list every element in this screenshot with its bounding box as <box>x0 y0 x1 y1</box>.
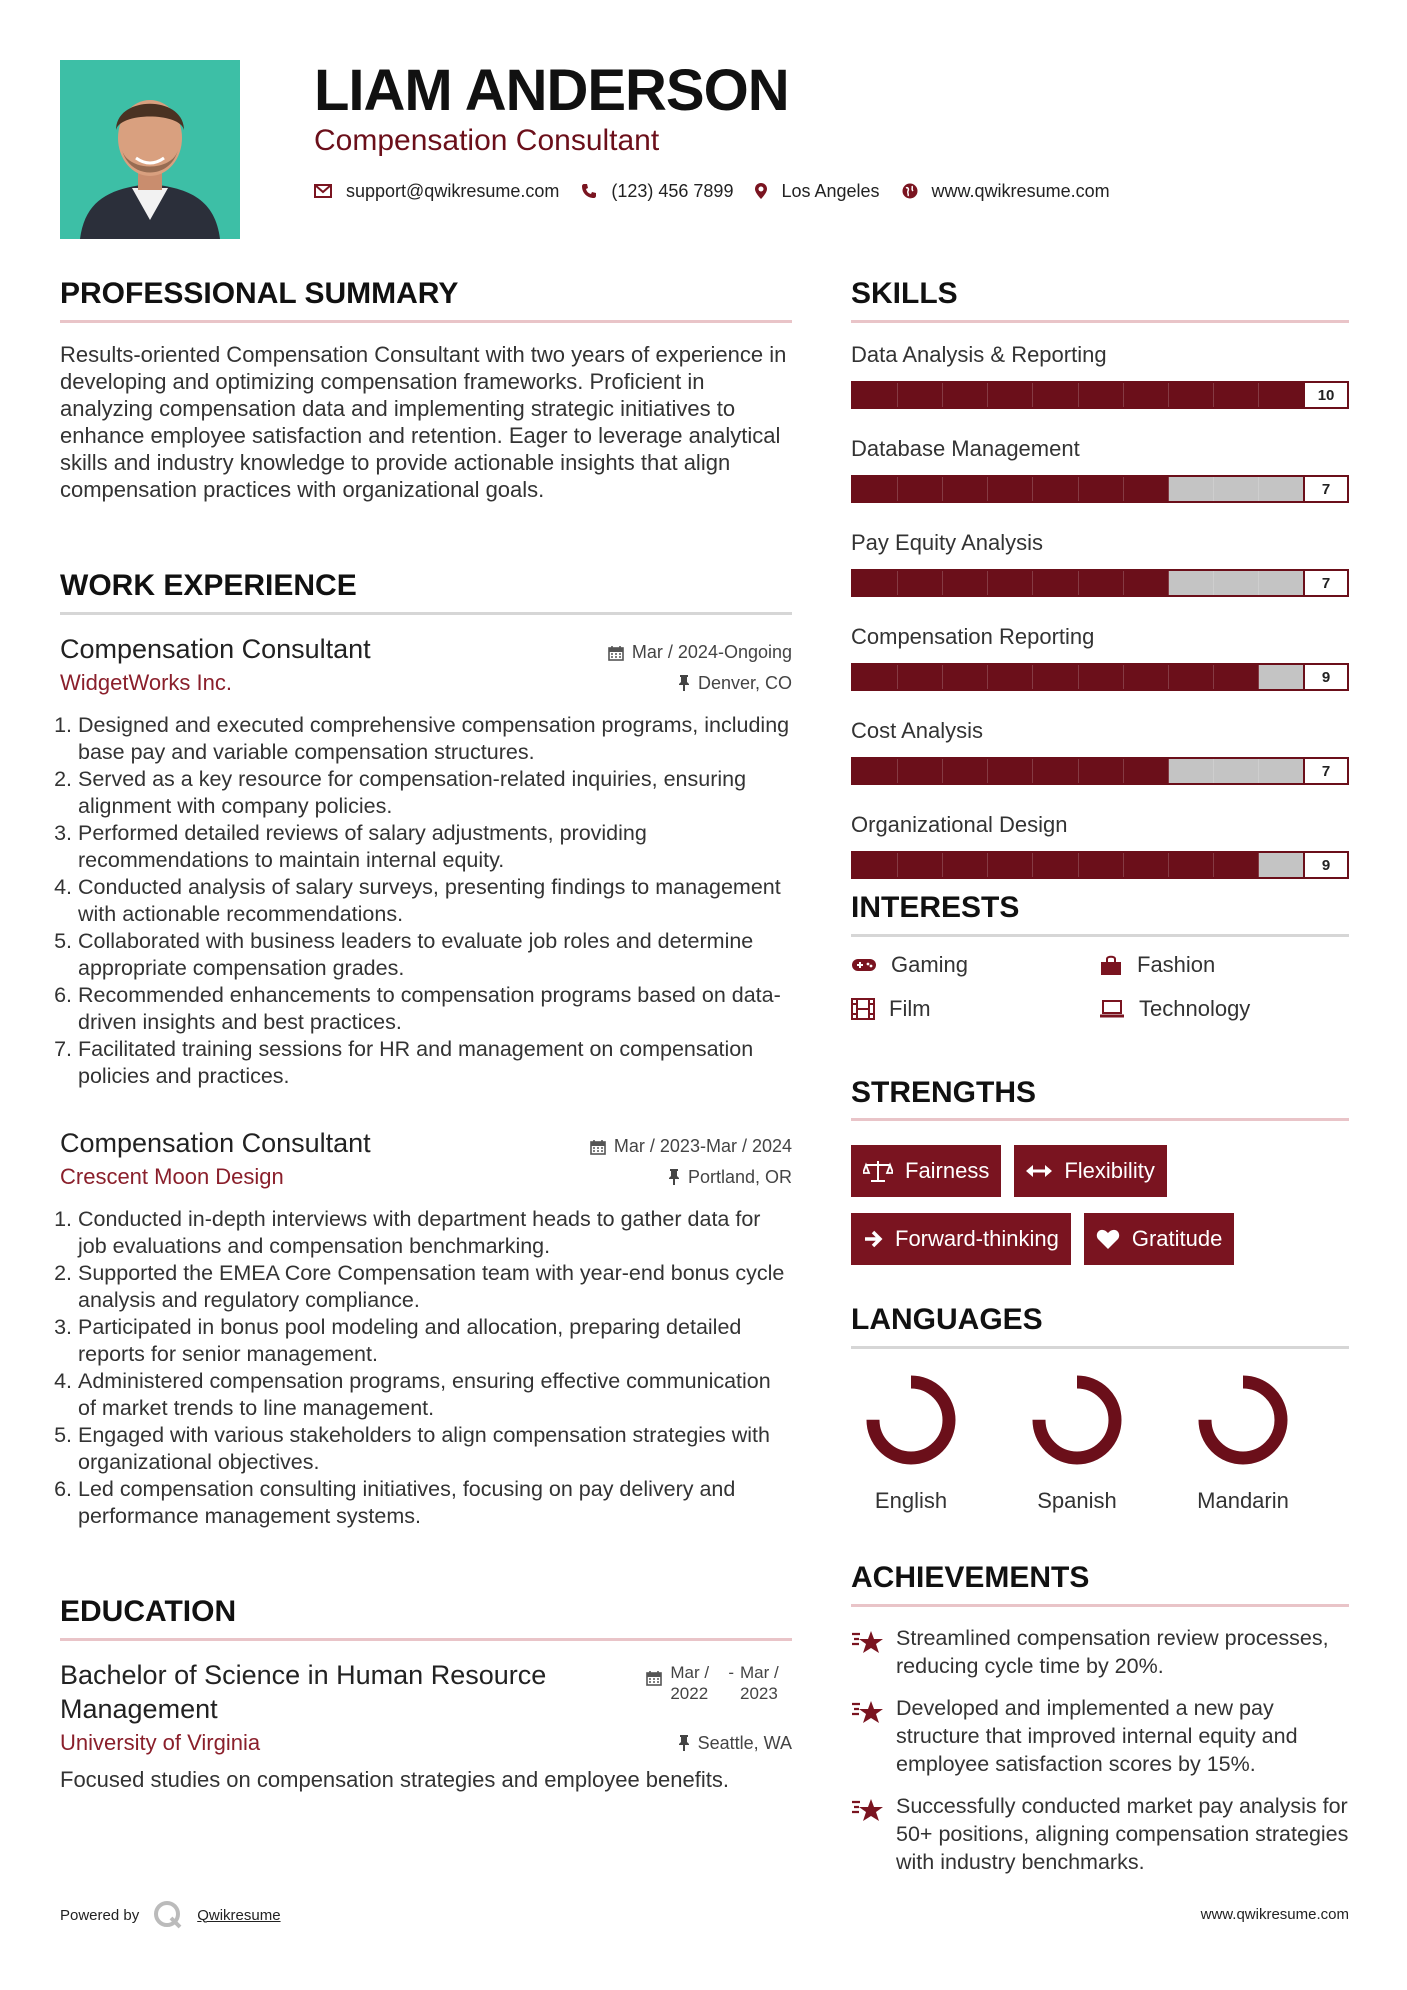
skill-bar-segment <box>1079 665 1124 689</box>
skills-heading: SKILLS <box>851 277 958 310</box>
skill-bar-segment <box>943 665 988 689</box>
job-location-text: Denver, CO <box>697 672 792 693</box>
skill-bar-segment <box>1259 383 1303 407</box>
achievement-text: Developed and implemented a new pay structure that improved internal equity and employee satisfaction scores by 15%. <box>896 1696 1298 1776</box>
skill-item <box>851 529 1349 597</box>
skill-bar-segment <box>1124 383 1169 407</box>
skill-bar-segment <box>1169 759 1214 783</box>
candidate-role: Compensation Consultant <box>314 124 660 157</box>
skill-bar-segment <box>943 853 988 877</box>
skill-bar-segment <box>1033 477 1078 501</box>
skill-bar-segment <box>1124 759 1169 783</box>
language-label: Mandarin <box>1197 1488 1289 1513</box>
language-level-ring <box>1027 1370 1127 1470</box>
skill-level: 7 <box>1303 759 1347 783</box>
interest-label: Technology <box>1139 996 1251 1021</box>
phone-text: (123) 456 7899 <box>611 180 734 201</box>
language-level-arc <box>1039 1382 1115 1458</box>
strength-tag <box>1014 1145 1166 1197</box>
balance-scale-icon <box>863 1160 893 1182</box>
language-label: Spanish <box>1037 1488 1117 1513</box>
skill-bar-segment <box>1033 853 1078 877</box>
strength-label: Forward-thinking <box>895 1226 1059 1251</box>
skill-level: 7 <box>1303 571 1347 595</box>
list-item: 1. Designed and executed comprehensive compensation programs, including base pay and variable compensation structures. <box>78 712 792 766</box>
skill-bar-segment <box>1259 477 1303 501</box>
pushpin-icon <box>678 1735 690 1751</box>
education-date-end: Mar / 2023 <box>740 1663 779 1703</box>
skill-bar-segment <box>1124 665 1169 689</box>
skill-name: Database Management <box>851 436 1080 461</box>
interest-item <box>851 996 1099 1022</box>
job-entry <box>60 1126 792 1530</box>
list-item: 4. Conducted analysis of salary surveys, presenting findings to management with actionable recommendations. <box>78 874 792 928</box>
skill-name: Pay Equity Analysis <box>851 530 1043 555</box>
skill-name: Compensation Reporting <box>851 624 1095 649</box>
skill-bar-segment <box>1033 383 1078 407</box>
skill-bar-segment <box>898 665 943 689</box>
education-divider <box>60 1638 792 1641</box>
calendar-icon <box>646 1670 662 1686</box>
skill-bar-segment <box>943 759 988 783</box>
calendar-icon <box>590 1139 606 1155</box>
skill-bar-segment <box>988 759 1033 783</box>
film-icon <box>851 998 875 1020</box>
skill-bar <box>851 475 1349 503</box>
skill-bar-segment <box>1259 665 1303 689</box>
summary-heading: PROFESSIONAL SUMMARY <box>60 277 459 310</box>
skill-bar-segment <box>898 571 943 595</box>
company-name: Crescent Moon Design <box>60 1164 284 1189</box>
star-icon <box>851 1628 896 1680</box>
skill-level: 10 <box>1303 383 1347 407</box>
skill-bar-segment <box>988 383 1033 407</box>
strength-label: Fairness <box>905 1158 990 1183</box>
degree-title: Bachelor of Science in Human Resource Management <box>60 1660 547 1724</box>
calendar-icon <box>608 645 624 661</box>
interest-label: Film <box>889 996 931 1021</box>
job-dates <box>608 642 792 663</box>
education-date-start: Mar / 2022 <box>670 1663 710 1703</box>
candidate-name: LIAM ANDERSON <box>314 58 789 123</box>
skill-item <box>851 341 1349 409</box>
skill-bar-segment <box>1033 571 1078 595</box>
interests-heading: INTERESTS <box>851 891 1020 924</box>
list-item: 2. Served as a key resource for compensation-related inquiries, ensuring alignment with company policies. <box>78 766 792 820</box>
skill-bar-segment <box>1214 759 1259 783</box>
achievement-text: Streamlined compensation review processes, reducing cycle time by 20%. <box>896 1626 1329 1678</box>
skill-bar-segment <box>1169 853 1214 877</box>
language-level-arc <box>1205 1382 1281 1458</box>
strengths-row <box>851 1145 1349 1197</box>
list-item: 5. Engaged with various stakeholders to align compensation strategies with organizational objectives. <box>78 1422 792 1476</box>
skill-bar-segment <box>1079 477 1124 501</box>
contact-location <box>755 181 879 202</box>
language-item <box>1183 1370 1303 1514</box>
list-item: 1. Conducted in-depth interviews with department heads to gather data for job evaluations and compensation benchmarking. <box>78 1206 792 1260</box>
skill-name: Organizational Design <box>851 812 1068 837</box>
skill-bar-segment <box>1214 477 1259 501</box>
skill-bar-segment <box>943 477 988 501</box>
strength-tag <box>851 1145 1001 1197</box>
skill-bar <box>851 381 1349 409</box>
skill-bar <box>851 569 1349 597</box>
achievements-heading: ACHIEVEMENTS <box>851 1561 1090 1594</box>
skill-bar-segment <box>898 477 943 501</box>
skill-bar-segment <box>988 477 1033 501</box>
education-heading: EDUCATION <box>60 1595 237 1628</box>
skill-bar-segment <box>853 853 898 877</box>
company-name: WidgetWorks Inc. <box>60 670 232 695</box>
language-level-ring <box>861 1370 961 1470</box>
skill-bar-segment <box>1169 477 1214 501</box>
skill-bar <box>851 851 1349 879</box>
interest-item <box>1099 952 1347 978</box>
list-item: 6. Recommended enhancements to compensation programs based on data-driven insights and best practices. <box>78 982 792 1036</box>
globe-icon <box>902 183 918 199</box>
skill-level: 9 <box>1303 853 1347 877</box>
skill-bar-segment <box>1079 571 1124 595</box>
list-item: 4. Administered compensation programs, ensuring effective communication of market trends to line management. <box>78 1368 792 1422</box>
achievements-list <box>851 1624 1349 1876</box>
interest-item <box>1099 996 1347 1022</box>
phone-icon <box>581 183 597 199</box>
skill-bar-segment <box>898 759 943 783</box>
school-name: University of Virginia <box>60 1730 261 1755</box>
shopping-bag-icon <box>1099 954 1123 976</box>
contact-phone[interactable] <box>581 181 733 202</box>
skill-bar-segment <box>988 571 1033 595</box>
star-icon <box>851 1698 896 1778</box>
skill-bar-segment <box>1079 853 1124 877</box>
list-item: 7. Facilitated training sessions for HR and management on compensation policies and practices. <box>78 1036 792 1090</box>
website-text: www.qwikresume.com <box>931 180 1110 201</box>
skill-bar <box>851 757 1349 785</box>
language-level-arc <box>873 1382 949 1458</box>
achievement-text: Successfully conducted market pay analysis for 50+ positions, aligning compensation strategies with industry benchmarks. <box>896 1794 1349 1874</box>
interests-grid <box>851 952 1349 1022</box>
skill-bar-segment <box>1214 383 1259 407</box>
interest-item <box>851 952 1099 978</box>
experience-heading: WORK EXPERIENCE <box>60 569 357 602</box>
powered-by <box>60 1900 281 1930</box>
language-item <box>851 1370 971 1514</box>
skill-bar-segment <box>1214 571 1259 595</box>
pushpin-icon <box>678 675 690 691</box>
experience-divider <box>60 612 792 615</box>
language-item <box>1017 1370 1137 1514</box>
skill-bar-segment <box>1033 665 1078 689</box>
list-item: 6. Led compensation consulting initiatives, focusing on pay delivery and performance management systems. <box>78 1476 792 1530</box>
skill-bar-segment <box>853 665 898 689</box>
strengths-divider <box>851 1118 1349 1121</box>
language-level-ring <box>1193 1370 1293 1470</box>
strength-label: Flexibility <box>1064 1158 1155 1183</box>
skills-list <box>851 341 1349 879</box>
skill-bar-segment <box>1079 383 1124 407</box>
heart-icon <box>1096 1228 1120 1250</box>
summary-text: Results-oriented Compensation Consultant with two years of experience in developing and optimizing compensation frameworks. Proficient in analyzing compensation data and implementing strategic initiatives to enhance employee satisfaction and retention. Eager to leverage analytical skills and industry knowledge to provide actionable insights that align compensation practices with organizational goals. <box>60 342 787 502</box>
education-dates: Mar / 2022 - Mar / 2023 <box>646 1662 792 1704</box>
skill-bar-segment <box>1214 853 1259 877</box>
education-entry <box>60 1658 792 1793</box>
skill-bar-segment <box>1259 571 1303 595</box>
interest-label: Fashion <box>1137 952 1216 977</box>
job-location <box>678 673 792 694</box>
skill-item <box>851 623 1349 691</box>
job-location-text: Portland, OR <box>687 1166 792 1187</box>
skill-bar <box>851 663 1349 691</box>
footer-website[interactable]: www.qwikresume.com <box>1200 1906 1349 1923</box>
job-bullets <box>60 1206 792 1530</box>
qwikresume-logo-icon <box>153 1900 183 1930</box>
skill-bar-segment <box>1124 477 1169 501</box>
envelope-icon <box>314 184 332 198</box>
skill-bar-segment <box>1169 383 1214 407</box>
skill-name: Cost Analysis <box>851 718 984 743</box>
strength-tag <box>1084 1213 1235 1265</box>
skill-bar-segment <box>898 853 943 877</box>
skill-bar-segment <box>1259 853 1303 877</box>
job-dates-text: Mar / 2024-Ongoing <box>631 642 792 662</box>
contact-website[interactable] <box>902 181 1110 202</box>
contact-bar <box>314 176 1132 206</box>
achievement-item <box>851 1792 1349 1876</box>
skill-bar-segment <box>943 571 988 595</box>
job-title: Compensation Consultant <box>60 1128 371 1158</box>
skill-bar-segment <box>853 383 898 407</box>
skill-bar-segment <box>1124 571 1169 595</box>
skill-bar-segment <box>1214 665 1259 689</box>
job-location <box>668 1167 792 1188</box>
skill-bar-segment <box>1169 665 1214 689</box>
skill-bar-segment <box>1259 759 1303 783</box>
arrow-right-icon <box>863 1229 883 1249</box>
languages-heading: LANGUAGES <box>851 1303 1043 1336</box>
arrows-horizontal-icon <box>1026 1164 1052 1178</box>
skill-bar-segment <box>1033 759 1078 783</box>
job-dates <box>590 1136 792 1157</box>
location-text: Los Angeles <box>781 180 880 201</box>
strengths-row <box>851 1213 1349 1265</box>
skill-bar-segment <box>943 383 988 407</box>
education-location <box>678 1733 792 1754</box>
skill-bar-segment <box>898 383 943 407</box>
education-location-text: Seattle, WA <box>697 1732 792 1753</box>
email-text: support@qwikresume.com <box>346 180 560 201</box>
skill-item <box>851 811 1349 879</box>
skill-item <box>851 435 1349 503</box>
skill-bar-segment <box>853 571 898 595</box>
skill-level: 7 <box>1303 477 1347 501</box>
interests-divider <box>851 934 1349 937</box>
languages-divider <box>851 1346 1349 1349</box>
skills-divider <box>851 320 1349 323</box>
skill-bar-segment <box>988 853 1033 877</box>
qwikresume-link[interactable]: Qwikresume <box>197 1906 281 1924</box>
job-title: Compensation Consultant <box>60 634 371 664</box>
pushpin-icon <box>668 1169 680 1185</box>
skill-item <box>851 717 1349 785</box>
summary-divider <box>60 320 792 323</box>
skill-bar-segment <box>1169 571 1214 595</box>
language-label: English <box>874 1488 948 1513</box>
achievements-divider <box>851 1604 1349 1607</box>
skill-bar-segment <box>853 759 898 783</box>
skill-bar-segment <box>1079 759 1124 783</box>
skill-name: Data Analysis & Reporting <box>851 342 1107 367</box>
languages-row <box>851 1370 1349 1514</box>
job-bullets <box>60 712 792 1090</box>
list-item: 5. Collaborated with business leaders to evaluate job roles and determine appropriate compensation grades. <box>78 928 792 982</box>
skill-level: 9 <box>1303 665 1347 689</box>
interest-label: Gaming <box>891 952 969 977</box>
skill-bar-segment <box>988 665 1033 689</box>
contact-email[interactable] <box>314 181 559 202</box>
laptop-icon <box>1099 1000 1125 1018</box>
map-pin-icon <box>755 183 767 199</box>
job-entry <box>60 632 792 1090</box>
job-dates-text: Mar / 2023-Mar / 2024 <box>613 1136 792 1156</box>
strengths-heading: STRENGTHS <box>851 1076 1037 1109</box>
education-description: Focused studies on compensation strategies and employee benefits. <box>60 1767 729 1792</box>
list-item: 3. Participated in bonus pool modeling and allocation, preparing detailed reports for senior management. <box>78 1314 792 1368</box>
skill-bar-segment <box>853 477 898 501</box>
skill-bar-segment <box>1124 853 1169 877</box>
star-icon <box>851 1796 896 1876</box>
list-item: 2. Supported the EMEA Core Compensation team with year-end bonus cycle analysis and regulatory compliance. <box>78 1260 792 1314</box>
list-item: 3. Performed detailed reviews of salary adjustments, providing recommendations to maintain internal equity. <box>78 820 792 874</box>
strength-tag <box>851 1213 1071 1265</box>
achievement-item <box>851 1694 1349 1778</box>
profile-photo <box>60 60 240 239</box>
strength-label: Gratitude <box>1131 1226 1223 1251</box>
achievement-item <box>851 1624 1349 1680</box>
powered-by-label: Powered by <box>60 1906 140 1924</box>
gamepad-icon <box>851 957 877 973</box>
